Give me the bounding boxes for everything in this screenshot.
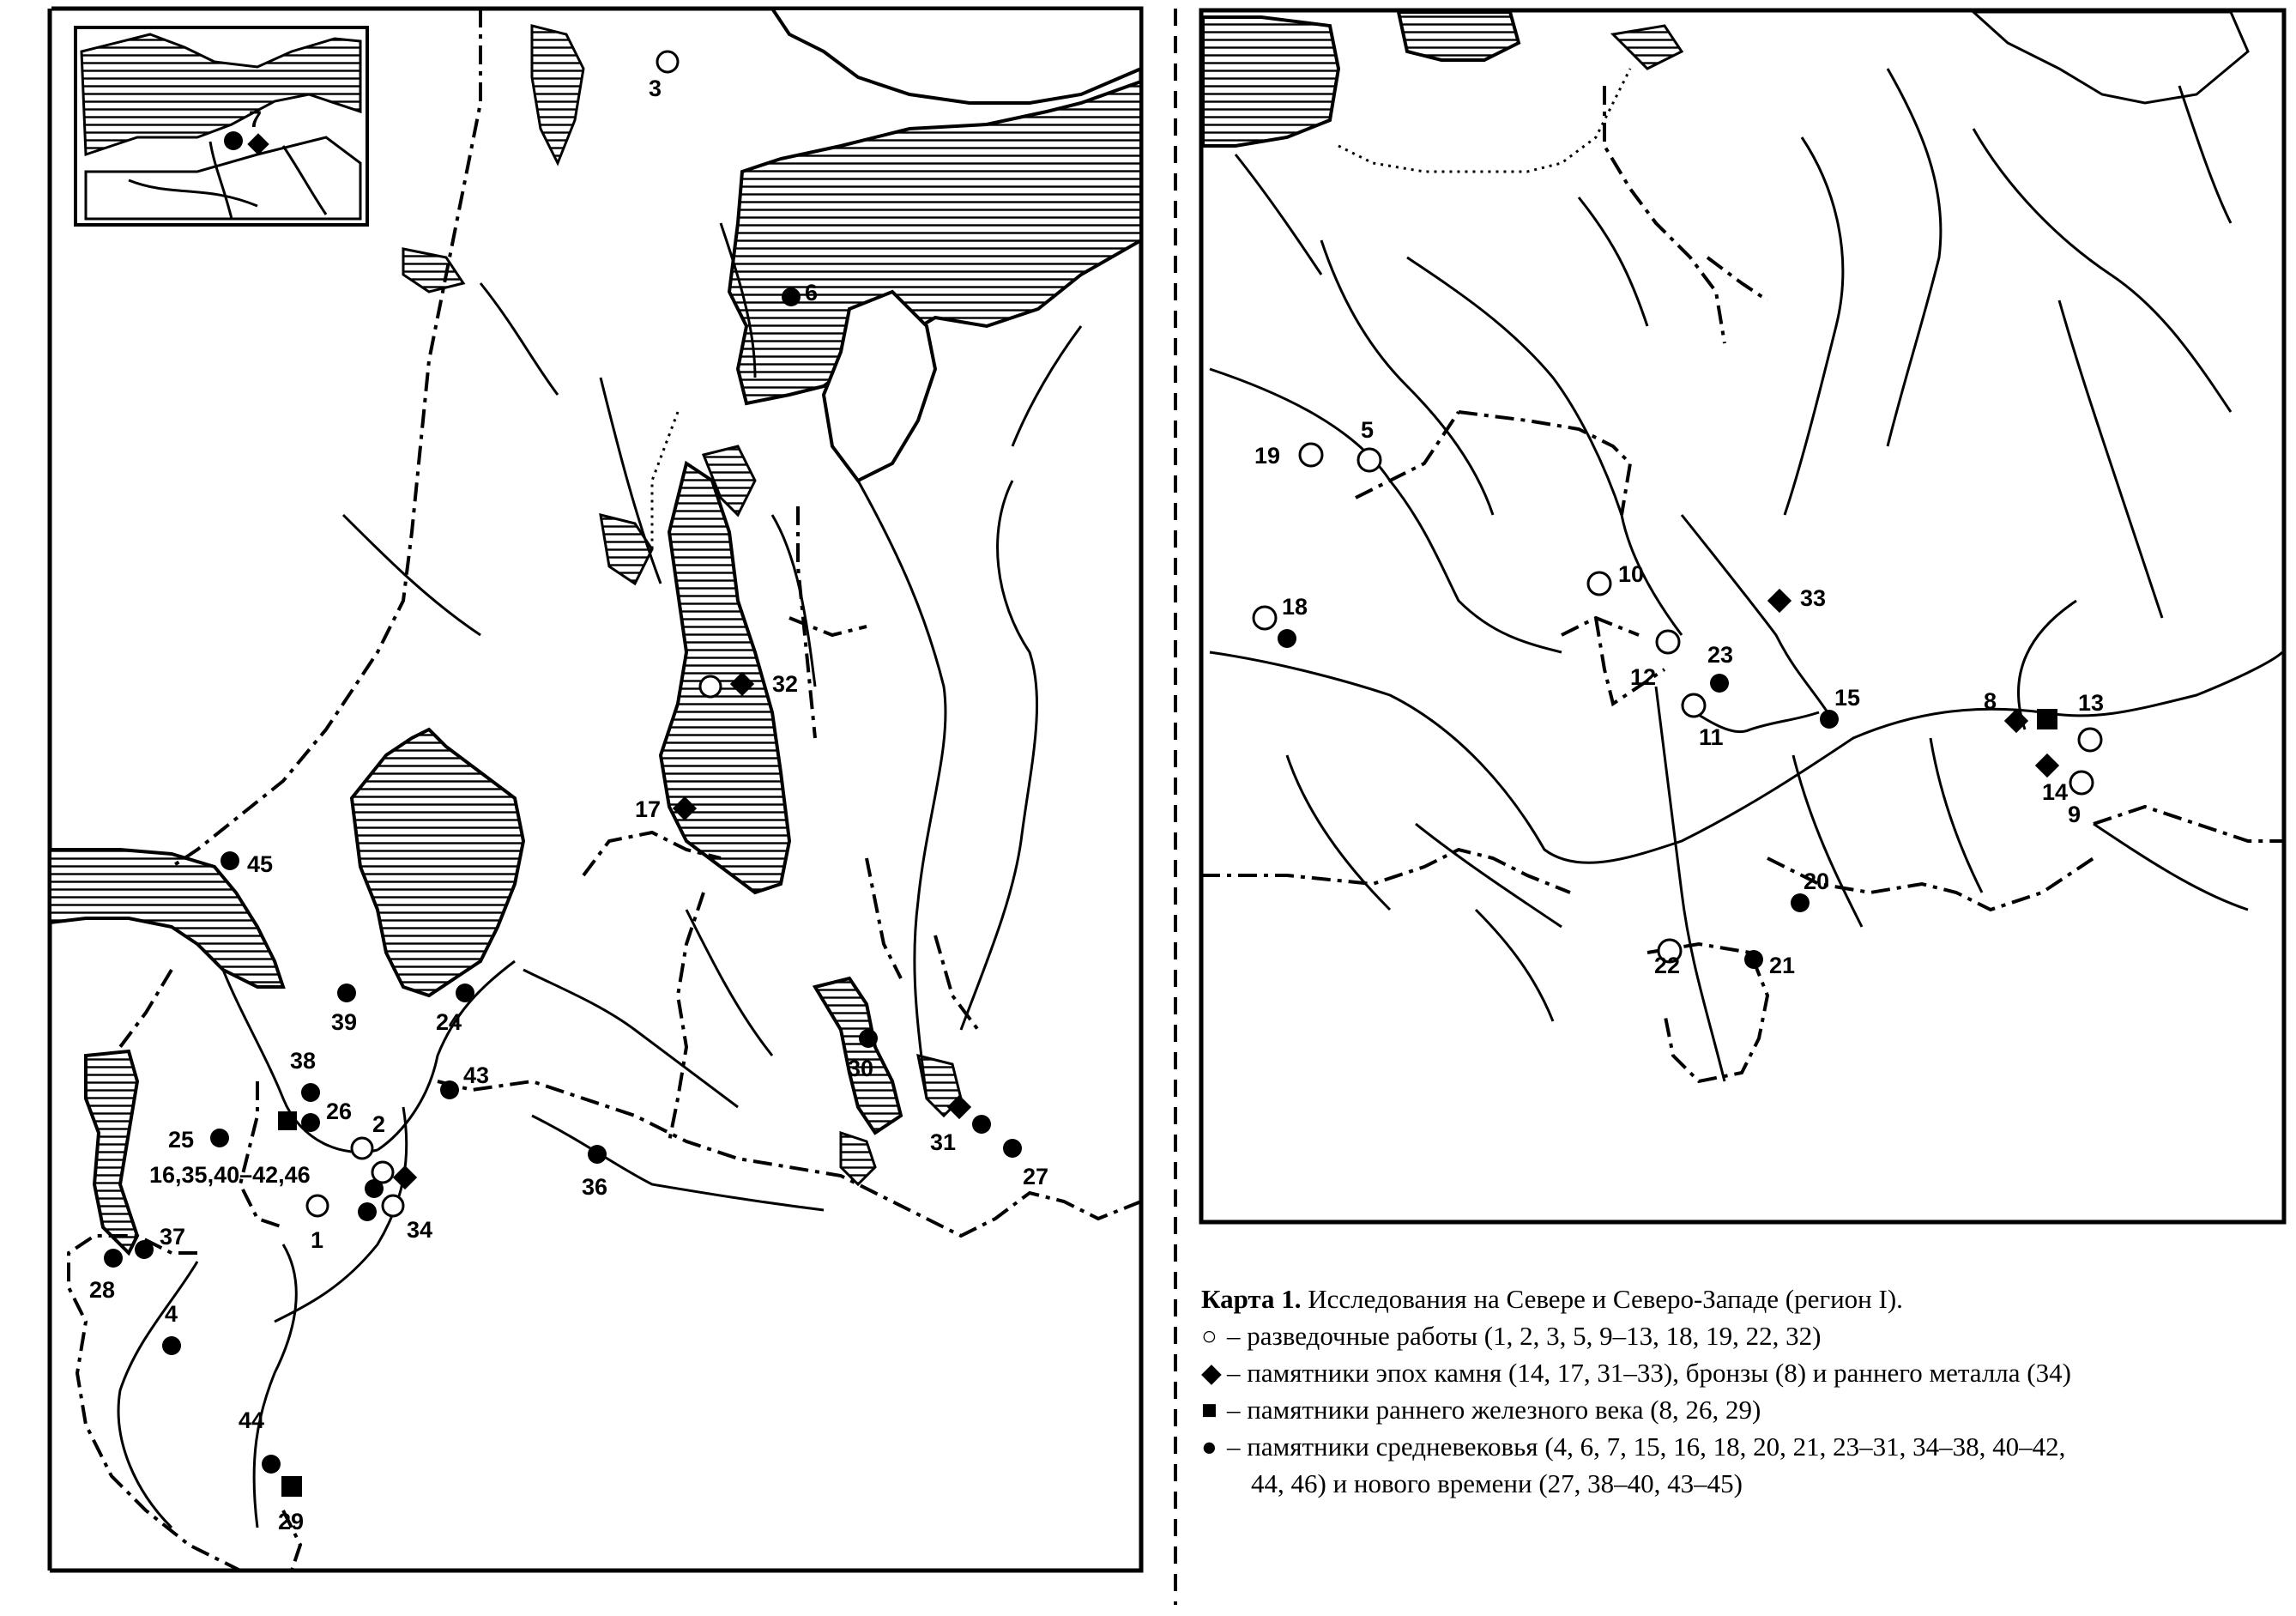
site-4	[162, 1336, 181, 1355]
label-11: 11	[1699, 724, 1724, 750]
label-23: 23	[1707, 642, 1734, 668]
right-lake-1	[1203, 17, 1338, 146]
label-39: 39	[331, 1009, 358, 1035]
label-4: 4	[165, 1301, 178, 1327]
site-34-diamond	[393, 1165, 417, 1189]
site-21	[1744, 950, 1763, 969]
site-6	[782, 287, 801, 306]
map-caption	[1201, 1280, 2291, 1502]
site-32-open	[700, 676, 721, 697]
site-1	[307, 1195, 328, 1216]
site-16-a	[365, 1179, 384, 1198]
label-13: 13	[2078, 690, 2105, 716]
site-44	[262, 1455, 281, 1474]
site-10	[1588, 572, 1610, 595]
label-5: 5	[1361, 417, 1375, 443]
site-11	[1683, 694, 1705, 717]
label-20: 20	[1804, 869, 1830, 894]
white-sea	[729, 82, 1141, 403]
lake-ladoga	[352, 729, 523, 996]
label-37: 37	[160, 1224, 186, 1250]
label-1: 1	[311, 1227, 324, 1253]
diamond-icon: ◆	[1201, 1358, 1222, 1388]
label-12: 12	[1630, 664, 1657, 690]
site-18-open	[1254, 607, 1276, 629]
label-14: 14	[2042, 779, 2069, 805]
site-28	[104, 1249, 123, 1268]
label-34: 34	[407, 1217, 433, 1243]
square-icon: ■	[1201, 1395, 1217, 1425]
label-29: 29	[278, 1509, 305, 1534]
right-lake-2	[1399, 12, 1519, 60]
right-map-frame	[1201, 10, 2284, 1222]
site-26-square	[278, 1111, 297, 1130]
legend-item-iron-age	[1201, 1391, 2291, 1428]
site-16-b	[358, 1202, 377, 1221]
legend-text-medieval: – памятники средневековья (4, 6, 7, 15, 16, 18, 20, 21, 23–31, 34–38, 40–42,	[1227, 1431, 2066, 1462]
site-12	[1657, 631, 1679, 653]
site-9	[2070, 772, 2093, 794]
label-21: 21	[1769, 953, 1796, 978]
label-10: 10	[1618, 561, 1645, 587]
site-2	[352, 1138, 372, 1159]
site-13	[2079, 729, 2101, 751]
site-5	[1358, 449, 1381, 471]
site-31-b	[972, 1115, 991, 1134]
right-map-markers	[1254, 444, 2101, 969]
label-15: 15	[1834, 685, 1861, 711]
site-37	[135, 1240, 154, 1259]
legend-item-stone-bronze	[1201, 1354, 2291, 1391]
label-7: 7	[249, 106, 263, 132]
label-6: 6	[805, 280, 819, 306]
site-26	[301, 1113, 320, 1132]
label-33: 33	[1800, 585, 1827, 611]
legend-text-stone-bronze: – памятники эпох камня (14, 17, 31–33), бронзы (8) и раннего металла (34)	[1227, 1358, 2071, 1388]
site-38	[301, 1083, 320, 1102]
site-27	[1003, 1139, 1022, 1158]
right-map-panel	[1201, 10, 2284, 1222]
legend-text-survey: – разведочные работы (1, 2, 3, 5, 9–13, 18, 19, 22, 32)	[1227, 1321, 1822, 1351]
label-32: 32	[772, 671, 799, 697]
label-27: 27	[1023, 1164, 1049, 1189]
filled-circle-icon: ●	[1201, 1431, 1217, 1462]
site-8-square	[2037, 709, 2057, 729]
caption-title-row	[1201, 1280, 2291, 1317]
site-7	[224, 131, 243, 150]
site-25	[210, 1129, 229, 1147]
site-30	[859, 1029, 878, 1048]
site-24	[456, 984, 474, 1002]
lake-onega	[661, 463, 789, 893]
label-43: 43	[463, 1062, 490, 1088]
label-8: 8	[1984, 688, 1997, 714]
label-9: 9	[2068, 802, 2082, 827]
site-14-diamond	[2035, 754, 2059, 778]
label-28: 28	[89, 1277, 116, 1303]
label-18: 18	[1282, 594, 1308, 620]
legend-text-iron-age: – памятники раннего железного века (8, 26, 29)	[1227, 1395, 1761, 1425]
label-19: 19	[1254, 443, 1281, 469]
label-25: 25	[168, 1127, 195, 1153]
label-45: 45	[247, 851, 274, 877]
label-3: 3	[649, 76, 662, 101]
site-18-filled	[1278, 629, 1296, 648]
site-34-open-b	[383, 1195, 403, 1216]
site-39	[337, 984, 356, 1002]
left-map-panel	[50, 9, 1141, 1571]
site-33-diamond	[1767, 589, 1791, 613]
site-3	[657, 51, 678, 72]
site-29-square	[281, 1476, 302, 1497]
label-31: 31	[930, 1129, 957, 1155]
label-38: 38	[290, 1048, 317, 1074]
site-43	[440, 1080, 459, 1099]
label-16-35-40-42-46: 16,35,40–42,46	[149, 1162, 311, 1188]
label-26: 26	[326, 1099, 353, 1124]
caption-subtitle: Исследования на Севере и Северо-Западе (регион I).	[1308, 1284, 1903, 1314]
open-circle-icon: ○	[1201, 1321, 1217, 1351]
label-36: 36	[582, 1174, 608, 1200]
label-17: 17	[635, 796, 662, 822]
caption-title: Карта 1.	[1201, 1284, 1302, 1314]
legend-item-survey	[1201, 1317, 2291, 1354]
label-30: 30	[848, 1056, 874, 1081]
site-20	[1791, 893, 1810, 912]
label-22: 22	[1654, 953, 1681, 978]
site-45	[221, 851, 239, 870]
site-23	[1710, 674, 1729, 693]
site-19	[1300, 444, 1322, 466]
site-36	[588, 1145, 607, 1164]
label-44: 44	[239, 1407, 265, 1433]
label-2: 2	[372, 1111, 386, 1137]
lake-peipus	[86, 1051, 137, 1253]
legend-item-medieval	[1201, 1428, 2291, 1465]
inset-map	[76, 27, 367, 225]
label-24: 24	[436, 1009, 462, 1035]
site-15	[1820, 710, 1839, 729]
legend-item-medieval-cont: 44, 46) и нового времени (27, 38–40, 43–45)	[1251, 1468, 1743, 1498]
right-map-labels	[1254, 417, 2104, 978]
